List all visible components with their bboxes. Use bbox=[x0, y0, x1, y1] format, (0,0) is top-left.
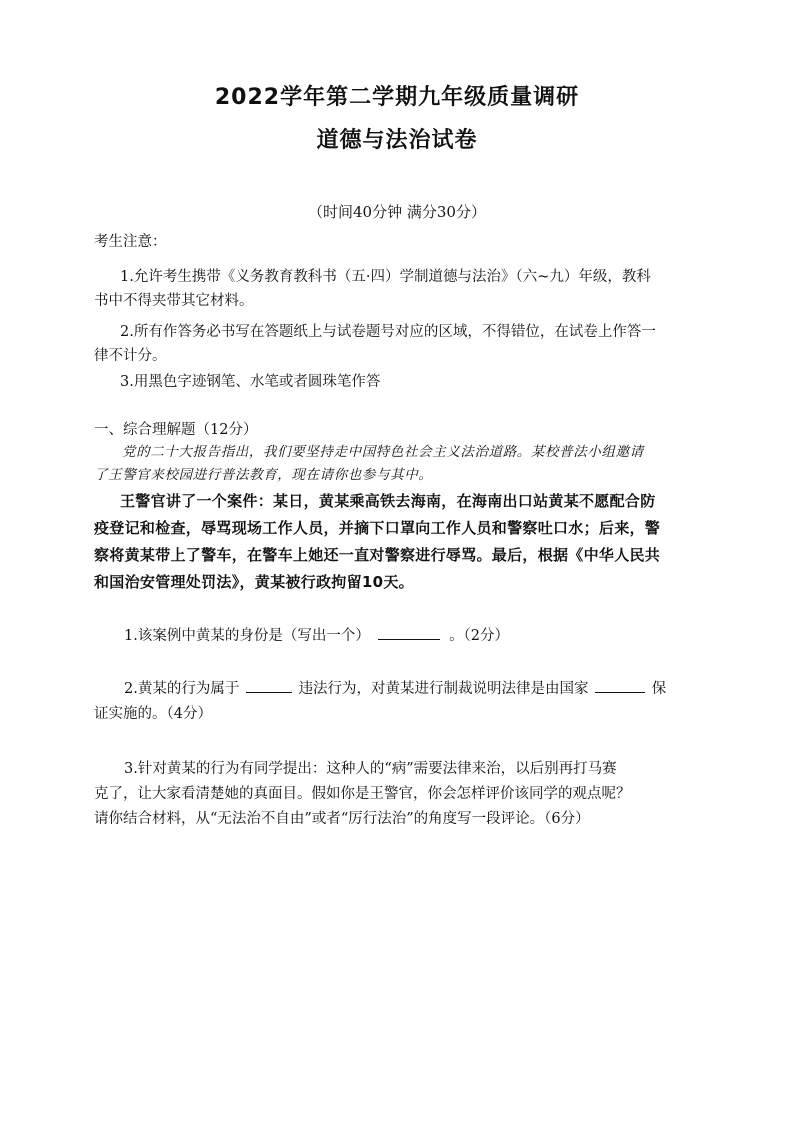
question-2-text-part-1: 2.黄某的行为属于 bbox=[124, 681, 240, 697]
case-line-3: 察将黄某带上了警车，在警车上她还一直对警察进行辱骂。最后，根据《中华人民共 bbox=[94, 546, 661, 564]
case-line-4: 和国治安管理处罚法》，黄某被行政拘留10天。 bbox=[94, 573, 414, 591]
section-1-intro-line-1: 党的二十大报告指出，我们要坚持走中国特色社会主义法治道路。某校普法小组邀请 bbox=[122, 444, 644, 460]
question-1-score: 。（2分） bbox=[449, 628, 510, 644]
notice-item-1-line-1: 1.允许考生携带《义务教育教科书（五·四）学制道德与法治》（六~九）年级，教科 bbox=[120, 269, 651, 285]
question-1-text: 1.该案例中黄某的身份是（写出一个） bbox=[124, 628, 370, 644]
question-2-answer-blank-1 bbox=[246, 676, 292, 693]
notice-item-2-line-1: 2.所有作答务必书写在答题纸上与试卷题号对应的区域，不得错位，在试卷上作答一 bbox=[120, 324, 656, 340]
notice-item-2-line-2: 律不计分。 bbox=[94, 348, 167, 364]
question-2-line-2: 证实施的。（4分） bbox=[94, 706, 212, 722]
question-3-line-3: 请你结合材料，从“无法治不自由”或者“厉行法治”的角度写一段评论。（6分） bbox=[94, 811, 590, 827]
notice-label: 考生注意： bbox=[94, 234, 167, 250]
question-2-text-part-2: 违法行为，对黄某进行制裁说明法律是由国家 bbox=[298, 681, 589, 697]
notice-item-1-line-2: 书中不得夹带其它材料。 bbox=[94, 293, 254, 309]
question-2-line-1 bbox=[124, 676, 666, 700]
section-1-heading: 一、综合理解题（12分） bbox=[94, 422, 258, 438]
exam-time-info: （时间40分钟 满分30分） bbox=[308, 203, 486, 221]
case-line-2: 疫登记和检查，辱骂现场工作人员，并摘下口罩向工作人员和警察吐口水；后来，警 bbox=[94, 519, 661, 537]
notice-item-3: 3.用黑色字迹钢笔、水笔或者圆珠笔作答 bbox=[120, 374, 381, 390]
question-1-answer-blank bbox=[378, 623, 440, 640]
exam-title: 2022学年第二学期九年级质量调研 bbox=[214, 85, 580, 110]
section-1-intro-line-2: 了王警官来校园进行普法教育，现在请你也参与其中。 bbox=[94, 467, 433, 483]
question-3-line-2: 克了，让大家看清楚她的真面目。假如你是王警官，你会怎样评价该同学的观点呢？ bbox=[94, 786, 631, 802]
question-1 bbox=[124, 623, 509, 647]
question-2-text-part-3: 保 bbox=[651, 681, 667, 697]
exam-subject-title: 道德与法治试卷 bbox=[316, 128, 478, 153]
case-line-1: 王警官讲了一个案件：某日，黄某乘高铁去海南，在海南出口站黄某不愿配合防 bbox=[120, 492, 656, 510]
question-3-line-1: 3.针对黄某的行为有同学提出：这种人的“病”需要法律来治，以后别再打马赛 bbox=[124, 761, 617, 777]
question-2-answer-blank-2 bbox=[595, 676, 645, 693]
